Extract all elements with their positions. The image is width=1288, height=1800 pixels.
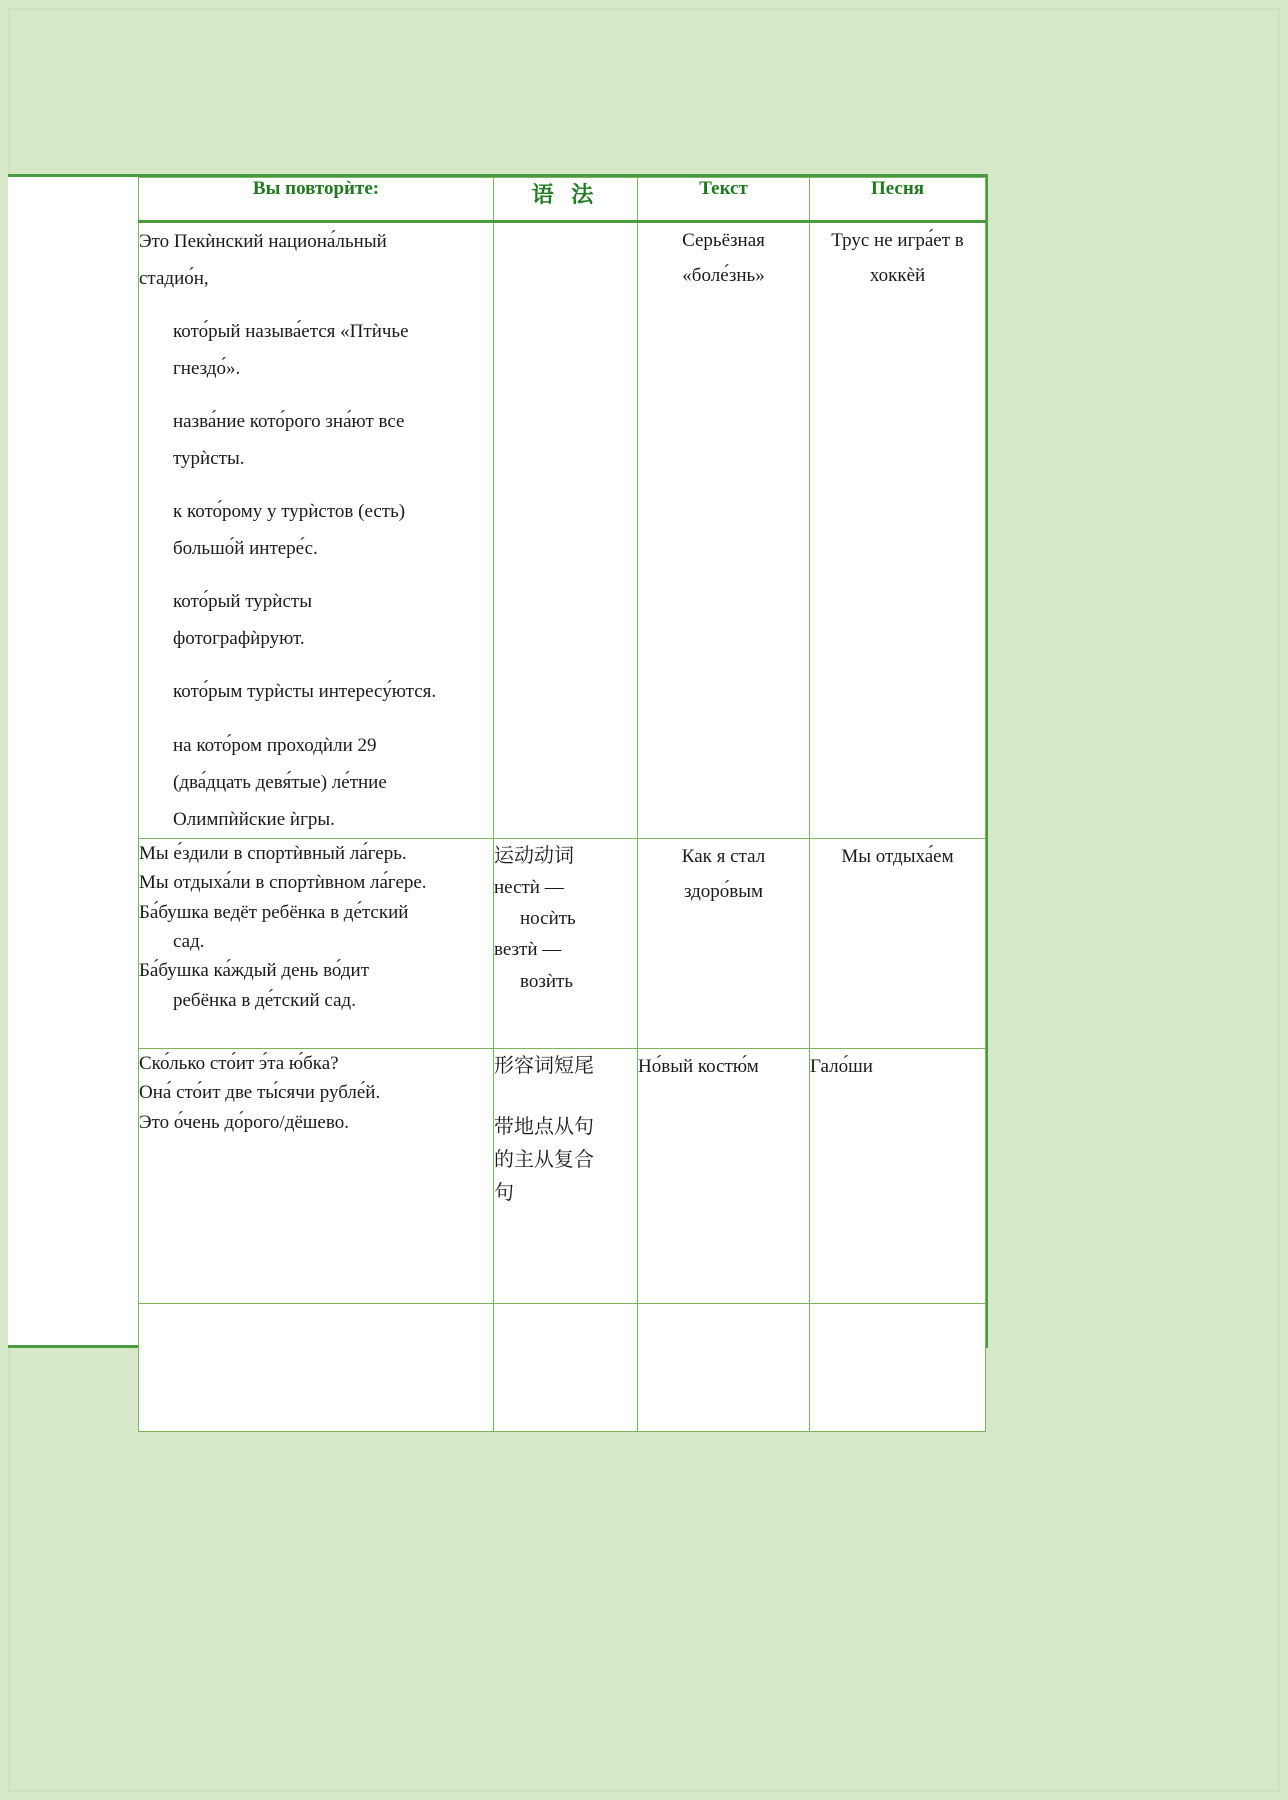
repeat-line: к кото́рому у турѝстов (есть): [173, 501, 406, 523]
repeat-cell: [139, 222, 494, 839]
repeat-block: [139, 727, 493, 838]
grammar-line: нестѝ —: [494, 876, 564, 898]
repeat-line: Мы е́здили в спортѝвный ла́герь.: [139, 842, 407, 864]
column-header-song: Песня: [810, 178, 986, 222]
repeat-line: фотографѝруют.: [173, 628, 305, 650]
song-line: Мы отдыха́ем: [841, 845, 954, 867]
text-cell: [638, 838, 810, 1048]
table-row: [139, 838, 986, 1048]
text-line: Как я стал: [681, 845, 766, 867]
column-header-text: Текст: [638, 178, 810, 222]
content-panel: [8, 174, 988, 1348]
column-header-repeat: Вы повторѝте:: [139, 178, 494, 222]
repeat-line: Ба́бушка ка́ждый день во́дит: [139, 960, 370, 982]
text-cell: [638, 222, 810, 839]
table-row: [139, 1303, 986, 1431]
lesson-review-table: [138, 177, 986, 1432]
grammar-cell: [494, 1048, 638, 1303]
grammar-line: 的主从复合: [494, 1146, 594, 1171]
grammar-cell: [494, 1303, 638, 1431]
repeat-line: назва́ние кото́рого зна́ют все: [173, 411, 405, 433]
repeat-line: Олимпѝйские ѝгры.: [173, 808, 335, 830]
grammar-line: везтѝ —: [494, 939, 562, 961]
repeat-line: Ско́лько сто́ит э́та ю́бка?: [139, 1052, 339, 1074]
table-row: [139, 222, 986, 839]
repeat-line: на кото́ром проходѝли 29: [173, 734, 377, 756]
grammar-cell: [494, 222, 638, 839]
repeat-block: [139, 223, 493, 297]
repeat-line: Это Пекѝнский национа́льный: [139, 231, 387, 252]
repeat-line: Она́ сто́ит две ты́сячи рубле́й.: [139, 1082, 381, 1104]
repeat-block: [139, 583, 493, 657]
song-cell: [810, 222, 986, 839]
repeat-block: [139, 493, 493, 567]
repeat-line: Это о́чень до́рого/дёшево.: [139, 1111, 349, 1133]
repeat-line: турѝсты.: [173, 448, 245, 470]
grammar-line: 运动动词: [494, 842, 574, 867]
repeat-line: гнездо́».: [173, 358, 241, 380]
repeat-line: кото́рым турѝсты интересу́ются.: [173, 681, 437, 703]
text-line: Но́вый костю́м: [638, 1055, 759, 1077]
grammar-cell: [494, 838, 638, 1048]
repeat-cell: [139, 1303, 494, 1431]
song-cell: [810, 1048, 986, 1303]
grammar-line: носѝть: [520, 908, 576, 929]
text-line: «боле́знь»: [682, 265, 765, 287]
repeat-line: большо́й интере́с.: [173, 538, 318, 560]
table-row: [139, 1048, 986, 1303]
text-cell: [638, 1048, 810, 1303]
repeat-cell: [139, 1048, 494, 1303]
repeat-line: ребёнка в де́тский сад.: [173, 989, 356, 1011]
song-cell: [810, 838, 986, 1048]
text-cell: [638, 1303, 810, 1431]
grammar-line: 形容词短尾: [494, 1052, 594, 1077]
grammar-line: 句: [494, 1179, 514, 1204]
repeat-block: [139, 673, 493, 710]
song-cell: [810, 1303, 986, 1431]
text-line: здоро́вым: [683, 880, 764, 902]
table-header: [139, 178, 986, 222]
repeat-line: Мы отдыха́ли в спортѝвном ла́гере.: [139, 872, 427, 894]
repeat-cell: [139, 838, 494, 1048]
repeat-line: сад.: [173, 930, 205, 952]
song-line: Трус не игра́ет в: [831, 230, 964, 251]
header-row: [139, 178, 986, 222]
song-line: хоккѐй: [869, 265, 926, 287]
song-line: Гало́ши: [810, 1055, 873, 1077]
repeat-line: (два́дцать девя́тые) ле́тние: [173, 771, 387, 793]
column-header-grammar: 语 法: [494, 178, 638, 222]
repeat-block: [139, 403, 493, 477]
repeat-line: Ба́бушка ведёт ребёнка в де́тский: [139, 901, 409, 923]
table-body: [139, 222, 986, 1432]
repeat-line: кото́рый называ́ется «Птѝчье: [173, 321, 409, 343]
repeat-line: кото́рый турѝсты: [173, 591, 312, 613]
repeat-block: [139, 313, 493, 387]
grammar-spacer: [494, 1082, 637, 1110]
repeat-line: стадио́н,: [139, 268, 209, 290]
grammar-line: 带地点从句: [494, 1113, 594, 1138]
text-line: Серьёзная: [682, 230, 765, 251]
grammar-line: возѝть: [520, 970, 573, 992]
